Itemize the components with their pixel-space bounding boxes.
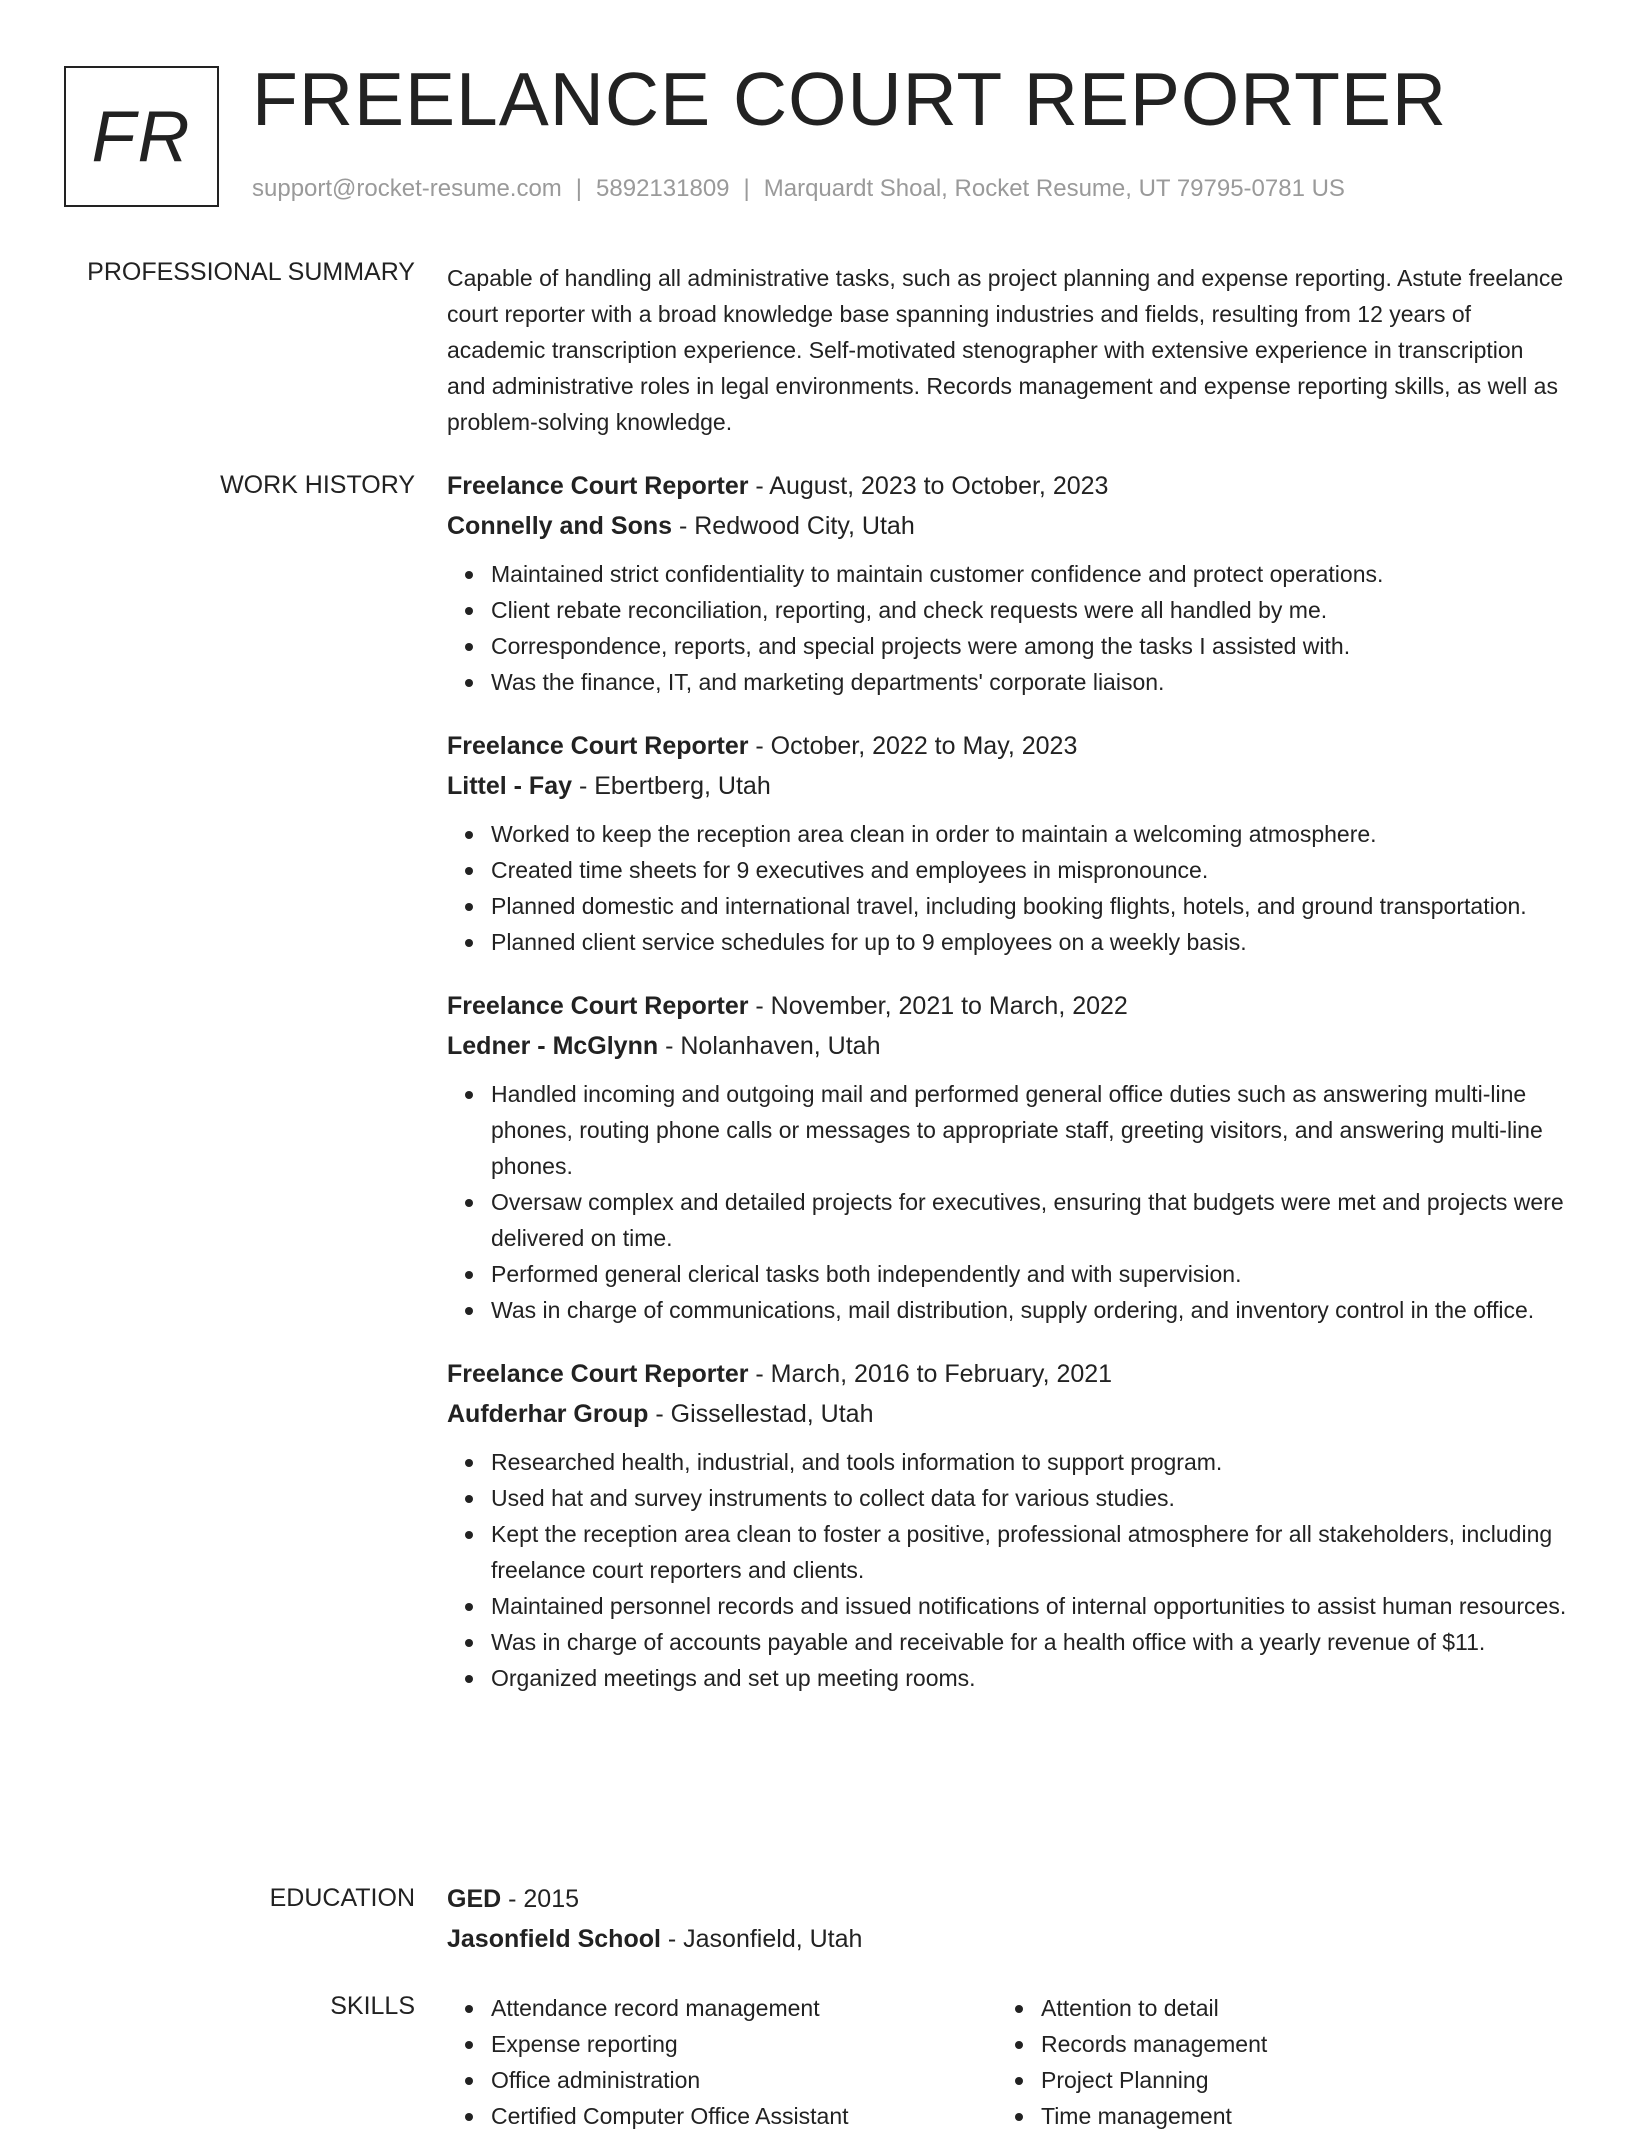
job-location: - Ebertberg, Utah — [572, 772, 771, 800]
skill-item: Office administration — [491, 2062, 997, 2098]
job-bullet: Planned client service schedules for up to 9 employees on a weekly basis. — [491, 924, 1567, 960]
job-bullet: Used hat and survey instruments to collect data for various studies. — [491, 1480, 1567, 1516]
contact-separator: | — [575, 175, 583, 202]
job-title-line — [447, 466, 1567, 506]
job-company-line — [447, 1394, 1567, 1434]
job-bullet: Organized meetings and set up meeting rooms. — [491, 1660, 1567, 1696]
skills-body — [447, 1990, 1567, 2134]
skill-item: Time management — [1041, 2098, 1547, 2134]
job-bullet: Handled incoming and outgoing mail and performed general office duties such as answering multi-line phones, routing phone calls or messages to appropriate staff, greeting visitors, and answering multi-line phones. — [491, 1076, 1567, 1184]
monogram-box — [64, 66, 219, 207]
job-entry — [447, 466, 1567, 700]
education-degree-line — [447, 1879, 1567, 1919]
education-school: Jasonfield School — [447, 1925, 661, 1953]
section-label-education: EDUCATION — [269, 1884, 415, 1912]
skill-item: Records management — [1041, 2026, 1547, 2062]
contact-phone[interactable]: 5892131809 — [596, 175, 730, 202]
job-bullets — [447, 816, 1567, 960]
job-dates: - November, 2021 to March, 2022 — [748, 992, 1128, 1020]
job-bullet: Was in charge of communications, mail distribution, supply ordering, and inventory control in the office. — [491, 1292, 1567, 1328]
job-bullet: Maintained personnel records and issued notifications of internal opportunities to assist human resources. — [491, 1588, 1567, 1624]
job-company-line — [447, 506, 1567, 546]
section-label-summary: PROFESSIONAL SUMMARY — [87, 258, 415, 286]
job-bullet: Was the finance, IT, and marketing departments' corporate liaison. — [491, 664, 1567, 700]
job-bullet: Was in charge of accounts payable and receivable for a health office with a yearly revenue of $11. — [491, 1624, 1567, 1660]
job-location: - Redwood City, Utah — [672, 512, 915, 540]
section-label-work-history: WORK HISTORY — [220, 471, 415, 499]
skill-item: Project Planning — [1041, 2062, 1547, 2098]
work-history-body — [447, 466, 1567, 1722]
contact-separator: | — [743, 175, 750, 202]
job-entry — [447, 726, 1567, 960]
job-location: - Gissellestad, Utah — [648, 1400, 874, 1428]
skills-grid — [447, 1990, 1567, 2134]
skill-item: Certified Computer Office Assistant — [491, 2098, 997, 2134]
section-label-skills: SKILLS — [330, 1992, 415, 2020]
job-entry — [447, 1354, 1567, 1696]
skills-column-left — [447, 1990, 997, 2134]
education-year: - 2015 — [501, 1885, 580, 1913]
education-degree: GED — [447, 1885, 502, 1913]
job-location: - Nolanhaven, Utah — [658, 1032, 881, 1060]
job-bullet: Kept the reception area clean to foster a positive, professional atmosphere for all stakeholders, including freelance court reporters and clients. — [491, 1516, 1567, 1588]
job-bullets — [447, 1444, 1567, 1696]
skills-column-right — [997, 1990, 1547, 2134]
skills-list-left — [447, 1990, 997, 2134]
education-school-line — [447, 1919, 1567, 1959]
summary-text: Capable of handling all administrative tasks, such as project planning and expense reporting. Astute freelance court reporter with a broad knowledge base spanning industries and fields, resulting from 12 years of academic transcription experience. Self-motivated stenographer with extensive experience in transcription and administrative roles in legal environments. Records management and expense reporting skills, as well as problem-solving knowledge. — [447, 265, 1564, 435]
job-company: Ledner - McGlynn — [447, 1032, 659, 1060]
job-bullet: Performed general clerical tasks both independently and with supervision. — [491, 1256, 1567, 1292]
job-company-line — [447, 766, 1567, 806]
skill-item: Attendance record management — [491, 1990, 997, 2026]
education-location: - Jasonfield, Utah — [660, 1925, 863, 1953]
job-title-line — [447, 1354, 1567, 1394]
education-body — [447, 1879, 1567, 1959]
contact-line — [252, 175, 1345, 203]
contact-address: Marquardt Shoal, Rocket Resume, UT 79795-0781 US — [763, 175, 1345, 202]
job-bullets — [447, 556, 1567, 700]
contact-email[interactable]: support@rocket-resume.com — [252, 175, 562, 202]
job-title-line — [447, 726, 1567, 766]
skill-item: Attention to detail — [1041, 1990, 1547, 2026]
job-bullet: Researched health, industrial, and tools information to support program. — [491, 1444, 1567, 1480]
job-company: Aufderhar Group — [447, 1400, 649, 1428]
job-entry — [447, 986, 1567, 1328]
resume-name: FREELANCE COURT REPORTER — [252, 57, 1448, 141]
job-bullet: Maintained strict confidentiality to maintain customer confidence and protect operations. — [491, 556, 1567, 592]
job-bullet: Planned domestic and international travel, including booking flights, hotels, and ground transportation. — [491, 888, 1567, 924]
job-title: Freelance Court Reporter — [447, 472, 749, 500]
monogram-text: FR — [91, 96, 192, 177]
job-title: Freelance Court Reporter — [447, 992, 749, 1020]
job-company: Connelly and Sons — [447, 512, 673, 540]
job-dates: - October, 2022 to May, 2023 — [748, 732, 1078, 760]
summary-body — [447, 260, 1567, 440]
job-bullet: Created time sheets for 9 executives and employees in mispronounce. — [491, 852, 1567, 888]
job-bullet: Client rebate reconciliation, reporting, and check requests were all handled by me. — [491, 592, 1567, 628]
job-title-line — [447, 986, 1567, 1026]
job-company: Littel - Fay — [447, 772, 573, 800]
job-dates: - March, 2016 to February, 2021 — [748, 1360, 1113, 1388]
job-bullet: Worked to keep the reception area clean in order to maintain a welcoming atmosphere. — [491, 816, 1567, 852]
job-dates: - August, 2023 to October, 2023 — [748, 472, 1109, 500]
job-bullets — [447, 1076, 1567, 1328]
job-company-line — [447, 1026, 1567, 1066]
job-bullet: Oversaw complex and detailed projects for executives, ensuring that budgets were met and projects were delivered on time. — [491, 1184, 1567, 1256]
job-title: Freelance Court Reporter — [447, 1360, 749, 1388]
skills-list-right — [997, 1990, 1547, 2134]
skill-item: Expense reporting — [491, 2026, 997, 2062]
job-bullet: Correspondence, reports, and special projects were among the tasks I assisted with. — [491, 628, 1567, 664]
job-title: Freelance Court Reporter — [447, 732, 749, 760]
